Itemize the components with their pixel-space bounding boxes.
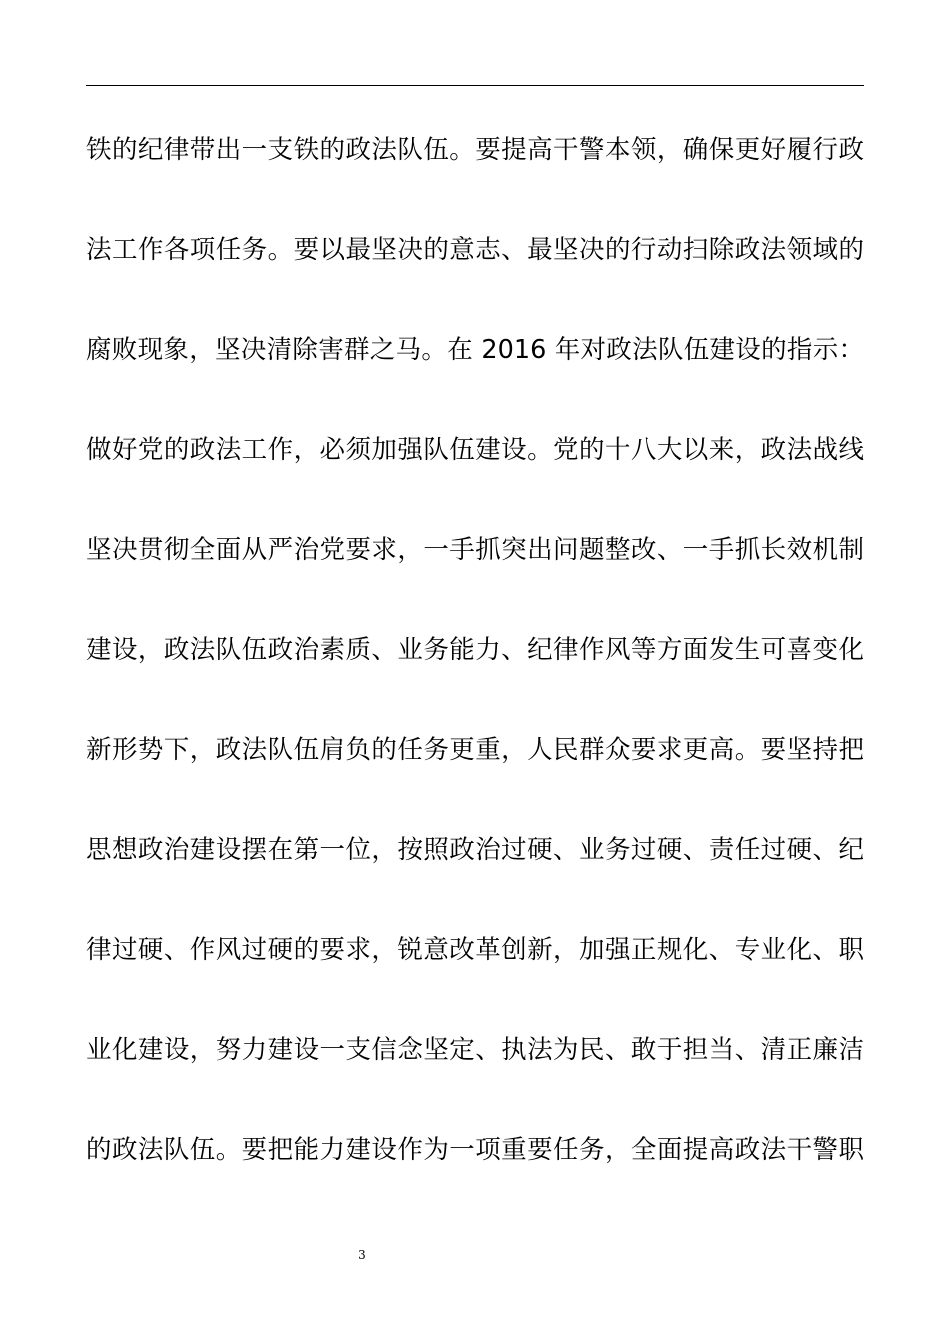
- text-line: 腐败现象，坚决清除害群之马。在 2016 年对政法队伍建设的指示：: [86, 335, 864, 365]
- text-line: 业化建设，努力建设一支信念坚定、执法为民、敢于担当、清正廉洁: [86, 1035, 864, 1065]
- text-line: 铁的纪律带出一支铁的政法队伍。要提高干警本领，确保更好履行政: [86, 135, 864, 165]
- page-number: 3: [358, 1248, 366, 1262]
- text-line: 做好党的政法工作，必须加强队伍建设。党的十八大以来，政法战线: [86, 435, 864, 465]
- text-line: 律过硬、作风过硬的要求，锐意改革创新，加强正规化、专业化、职: [86, 935, 864, 965]
- body-text: [86, 120, 864, 1220]
- text-line: 思想政治建设摆在第一位，按照政治过硬、业务过硬、责任过硬、纪: [86, 835, 864, 865]
- text-line: 新形势下，政法队伍肩负的任务更重，人民群众要求更高。要坚持把: [86, 735, 864, 765]
- header-rule: [86, 85, 864, 86]
- text-line: 法工作各项任务。要以最坚决的意志、最坚决的行动扫除政法领域的: [86, 235, 864, 265]
- text-line: 的政法队伍。要把能力建设作为一项重要任务，全面提高政法干警职: [86, 1135, 864, 1165]
- text-line: 坚决贯彻全面从严治党要求，一手抓突出问题整改、一手抓长效机制: [86, 535, 864, 565]
- text-line: 建设，政法队伍政治素质、业务能力、纪律作风等方面发生可喜变化: [86, 635, 864, 665]
